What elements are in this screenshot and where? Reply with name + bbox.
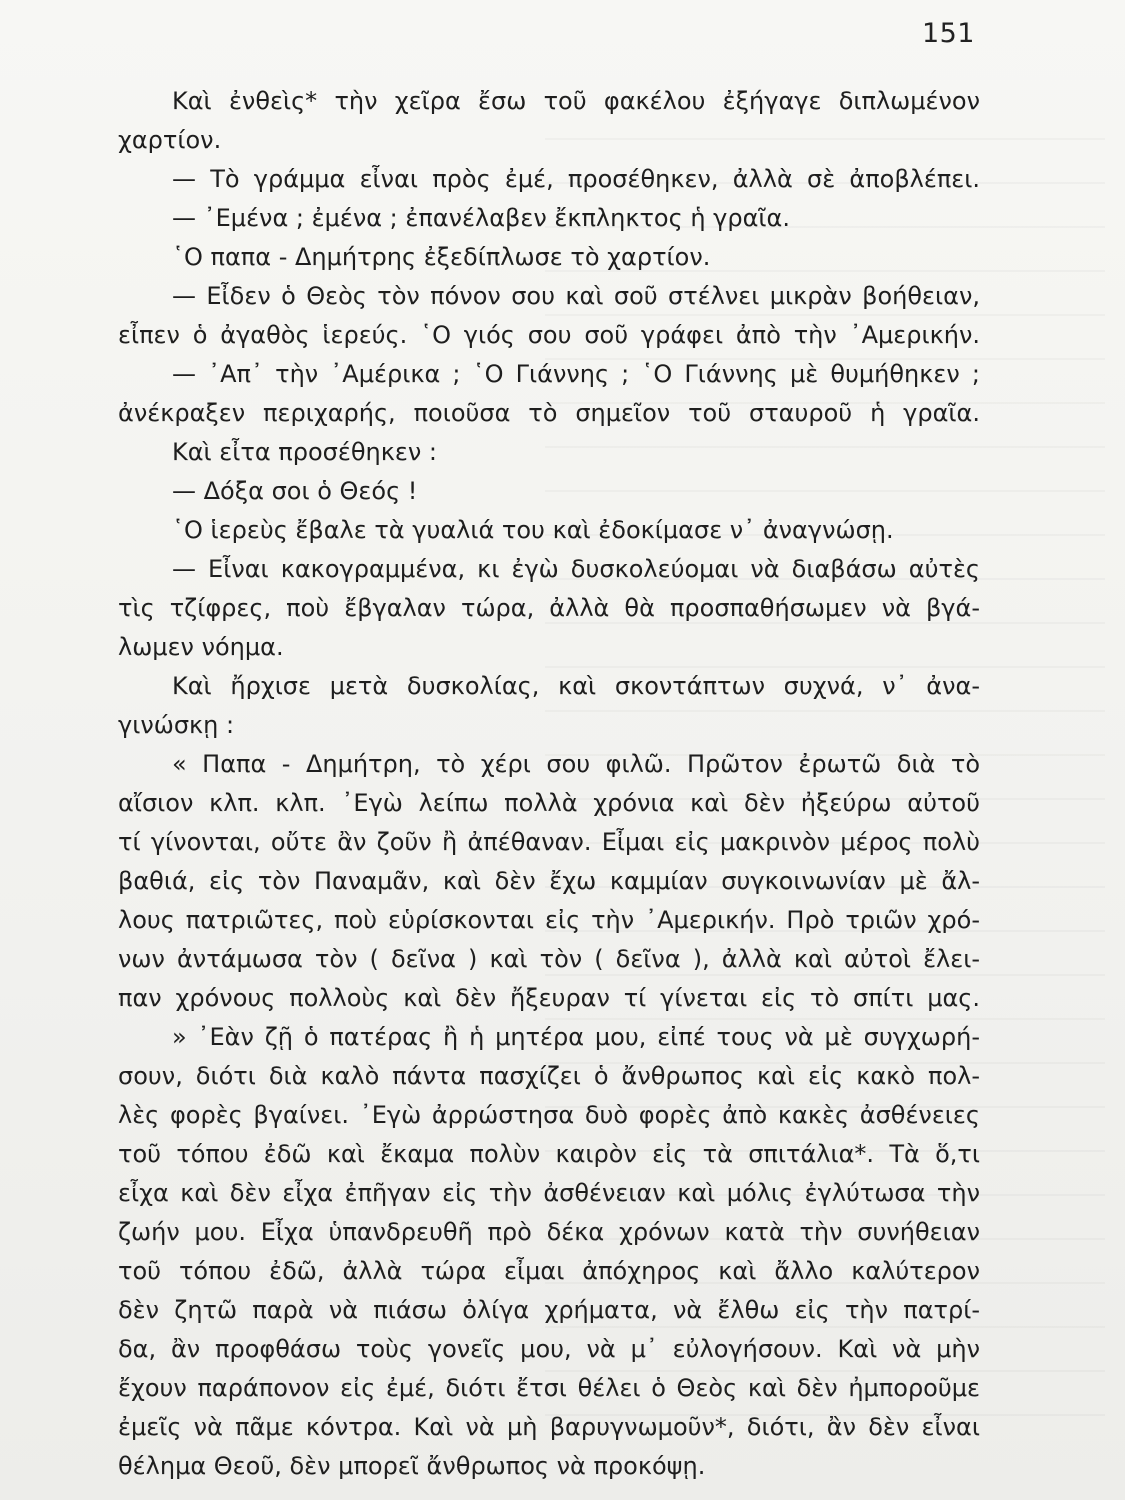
text-line: βαθιά, εἰς τὸν Παναμᾶν, καὶ δὲν ἔχω καμμίαν συγκοινωνίαν μὲ ἄλ- — [118, 867, 980, 895]
text-line: Καὶ ἤρχισε μετὰ δυσκολίας, καὶ σκοντάπτων συχνά, ν᾿ ἀνα- — [172, 672, 980, 700]
text-line: ῾Ο παπα - Δημήτρης ἐξεδίπλωσε τὸ χαρτίον. — [172, 243, 711, 271]
text-line: — ᾿Εμένα ; ἐμένα ; ἐπανέλαβεν ἔκπληκτος ἡ γραῖα. — [172, 204, 790, 232]
text-line: ἐμεῖς νὰ πᾶμε κόντρα. Καὶ νὰ μὴ βαρυγνωμοῦν*, διότι, ἂν δὲν εἶναι — [118, 1413, 980, 1441]
text-line: « Παπα - Δημήτρη, τὸ χέρι σου φιλῶ. Πρῶτον ἐρωτῶ διὰ τὸ — [172, 750, 980, 778]
text-line: θέλημα Θεοῦ, δὲν μπορεῖ ἄνθρωπος νὰ προκόψῃ. — [118, 1452, 706, 1480]
text-line: ἔχουν παράπονον εἰς ἐμέ, διότι ἔτσι θέλει ὁ Θεὸς καὶ δὲν ἠμποροῦμε — [118, 1374, 980, 1402]
text-line: γινώσκῃ : — [118, 711, 235, 739]
text-line: Καὶ ἐνθεὶς* τὴν χεῖρα ἔσω τοῦ φακέλου ἐξήγαγε διπλωμένον — [172, 87, 980, 115]
text-line: ἀνέκραξεν περιχαρής, ποιοῦσα τὸ σημεῖον τοῦ σταυροῦ ἡ γραῖα. — [118, 399, 980, 427]
text-line: τοῦ τόπου ἐδῶ, ἀλλὰ τώρα εἶμαι ἀπόχηρος καὶ ἄλλο καλύτερον — [118, 1257, 980, 1285]
text-line: — Δόξα σοι ὁ Θεός ! — [172, 477, 418, 505]
text-line: σουν, διότι διὰ καλὸ πάντα πασχίζει ὁ ἄνθρωπος καὶ εἰς κακὸ πολ- — [118, 1062, 980, 1090]
text-line: — Εἶναι κακογραμμένα, κι ἐγὼ δυσκολεύομαι νὰ διαβάσω αὐτὲς — [172, 555, 980, 583]
text-line: λωμεν νόημα. — [118, 633, 284, 661]
text-line: ζωήν μου. Εἶχα ὑπανδρευθῆ πρὸ δέκα χρόνων κατὰ τὴν συνήθειαν — [118, 1218, 980, 1246]
text-line: » ᾿Εὰν ζῇ ὁ πατέρας ἢ ἡ μητέρα μου, εἰπέ τους νὰ μὲ συγχωρή- — [172, 1023, 980, 1051]
text-line: εἶπεν ὁ ἀγαθὸς ἱερεύς. ῾Ο γιός σου σοῦ γράφει ἀπὸ τὴν ᾿Αμερικήν. — [118, 321, 980, 349]
text-line: αἴσιον κλπ. κλπ. ᾿Εγὼ λείπω πολλὰ χρόνια καὶ δὲν ἠξεύρω αὐτοῦ — [118, 789, 980, 817]
text-line: — Τὸ γράμμα εἶναι πρὸς ἐμέ, προσέθηκεν, ἀλλὰ σὲ ἀποβλέπει. — [172, 165, 980, 193]
text-line: τὶς τζίφρες, ποὺ ἔβγαλαν τώρα, ἀλλὰ θὰ προσπαθήσωμεν νὰ βγά- — [118, 594, 980, 622]
text-line: — Εἶδεν ὁ Θεὸς τὸν πόνον σου καὶ σοῦ στέλνει μικρὰν βοήθειαν, — [172, 282, 980, 310]
text-line: ῾Ο ἱερεὺς ἔβαλε τὰ γυαλιά του καὶ ἐδοκίμασε ν᾿ ἀναγνώσῃ. — [172, 516, 894, 544]
text-line: χαρτίον. — [118, 126, 222, 154]
text-line: λους πατριῶτες, ποὺ εὑρίσκονται εἰς τὴν ᾿Αμερικήν. Πρὸ τριῶν χρό- — [118, 906, 980, 934]
text-line: — ᾿Απ᾿ τὴν ᾿Αμέρικα ; ῾Ο Γιάννης ; ῾Ο Γιάννης μὲ θυμήθηκεν ; — [172, 360, 980, 388]
text-line: λὲς φορὲς βγαίνει. ᾿Εγὼ ἀρρώστησα δυὸ φορὲς ἀπὸ κακὲς ἀσθένειες — [118, 1101, 980, 1129]
text-line: παν χρόνους πολλοὺς καὶ δὲν ἤξευραν τί γίνεται εἰς τὸ σπίτι μας. — [118, 984, 980, 1012]
text-line: δα, ἂν προφθάσω τοὺς γονεῖς μου, νὰ μ᾿ εὐλογήσουν. Καὶ νὰ μὴν — [118, 1335, 980, 1363]
page-number: 151 — [921, 18, 975, 49]
text-line: εἶχα καὶ δὲν εἶχα ἐπῆγαν εἰς τὴν ἀσθένειαν καὶ μόλις ἐγλύτωσα τὴν — [118, 1179, 980, 1207]
body-text — [118, 82, 980, 1486]
text-line: τί γίνονται, οὔτε ἂν ζοῦν ἢ ἀπέθαναν. Εἶμαι εἰς μακρινὸν μέρος πολὺ — [118, 828, 980, 856]
text-line: νων ἀντάμωσα τὸν ( δεῖνα ) καὶ τὸν ( δεῖνα ), ἀλλὰ καὶ αὐτοὶ ἔλει- — [118, 945, 980, 973]
text-line: δὲν ζητῶ παρὰ νὰ πιάσω ὀλίγα χρήματα, νὰ ἔλθω εἰς τὴν πατρί- — [118, 1296, 980, 1324]
text-line: Καὶ εἶτα προσέθηκεν : — [172, 438, 437, 466]
text-line: τοῦ τόπου ἐδῶ καὶ ἔκαμα πολὺν καιρὸν εἰς τὰ σπιτάλια*. Τὰ ὅ,τι — [118, 1140, 980, 1168]
